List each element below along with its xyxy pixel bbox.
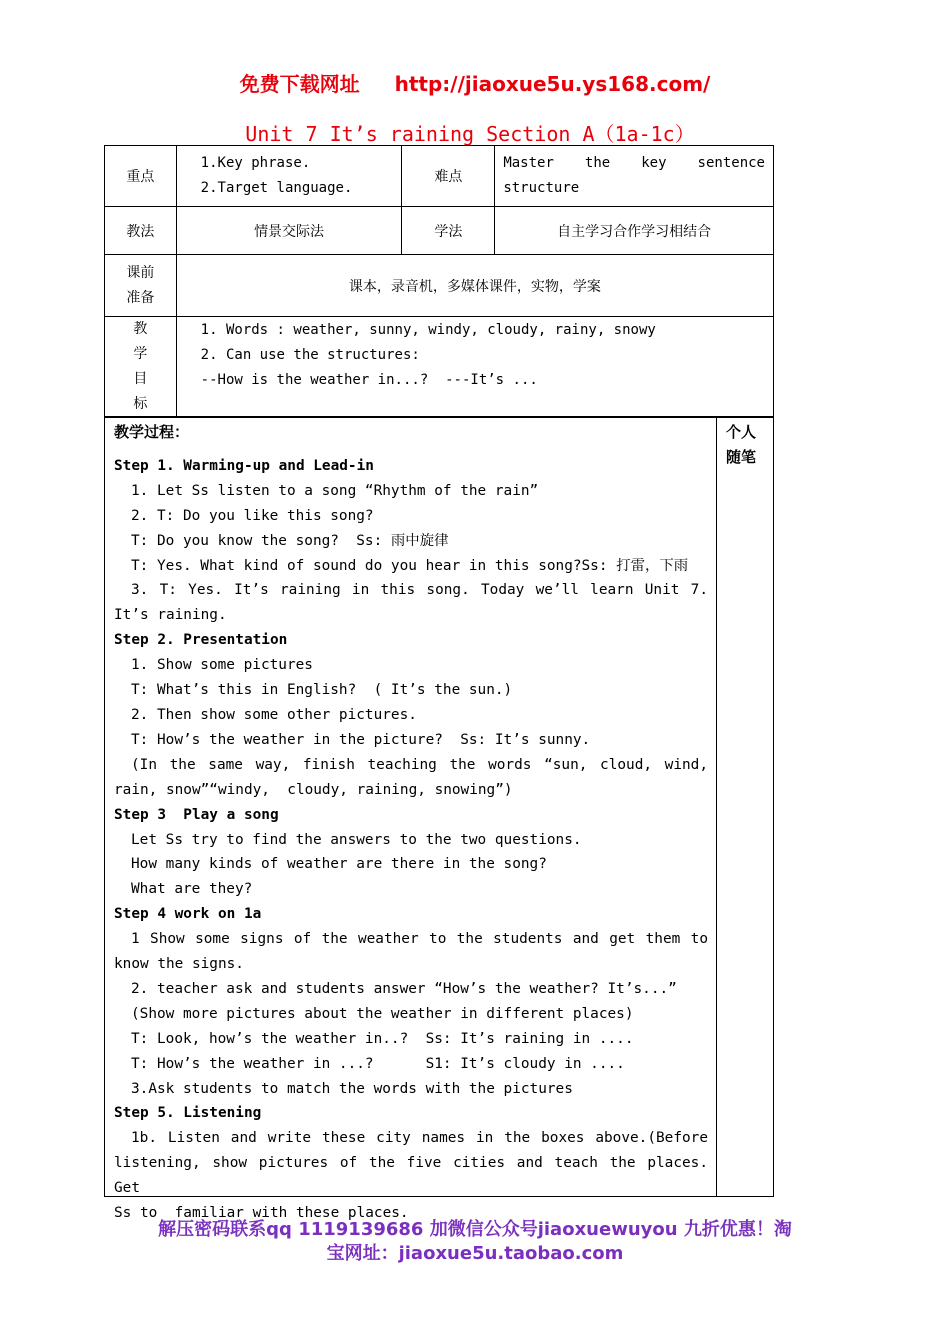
difficulty-line-2: structure — [503, 180, 580, 196]
difficulty-cell — [495, 146, 774, 207]
prep-label — [105, 255, 177, 317]
notes-label-line: 个人 — [726, 423, 757, 441]
goals-label-char: 目 — [133, 371, 148, 387]
step-heading: Step 4 work on 1a — [114, 906, 262, 923]
footer-notice — [0, 1218, 950, 1266]
process-line: 1. Show some pictures — [131, 657, 313, 674]
process-line: 2. teacher ask and students answer “How’s the weather? It’s...” — [131, 980, 677, 997]
process-line: 1. Let Ss listen to a song “Rhythm of the rain” — [131, 482, 539, 499]
process-line: 2. T: Do you like this song? — [131, 507, 374, 524]
process-line: 2. Then show some other pictures. — [131, 706, 417, 723]
process-line: T: What’s this in English? ( It’s the sun.) — [131, 682, 513, 699]
process-line: It’s raining. — [114, 607, 227, 624]
process-line: 1 Show some signs of the weather to the students and get them to — [131, 931, 708, 948]
process-line: (In the same way, finish teaching the words “sun, cloud, wind, — [131, 756, 708, 773]
process-line: T: Yes. What kind of sound do you hear in this song?Ss: 打雷，下雨 — [131, 557, 689, 574]
process-line: listening, show pictures of the five cities and teach the places. Get — [114, 1155, 708, 1197]
key-points-cell — [176, 146, 402, 207]
goals-label-char: 标 — [133, 396, 148, 412]
process-line: 3.Ask students to match the words with the pictures — [131, 1080, 573, 1097]
key-point-2: 2.Target language. — [200, 180, 353, 196]
key-point-1: 1.Key phrase. — [200, 155, 311, 171]
study-label: 学法 — [402, 207, 495, 255]
goals-label-char: 学 — [133, 346, 148, 362]
process-line: 1b. Listen and write these city names in the boxes above.(Before — [131, 1130, 708, 1147]
lesson-info-table — [104, 145, 774, 418]
process-lines — [114, 454, 708, 1226]
study-value: 自主学习合作学习相结合 — [495, 207, 774, 255]
process-content — [105, 417, 717, 1222]
process-line: T: Do you know the song? Ss: 雨中旋律 — [131, 532, 449, 549]
prep-value: 课本，录音机，多媒体课件，实物，学案 — [176, 255, 773, 317]
footer-line-2: 宝网址：jiaoxue5u.taobao.com — [326, 1243, 624, 1264]
goals-label — [105, 317, 177, 418]
process-line: (Show more pictures about the weather in different places) — [131, 1005, 634, 1022]
notes-column — [726, 420, 766, 470]
method-label: 教法 — [105, 207, 177, 255]
process-line: know the signs. — [114, 956, 244, 973]
step-heading: Step 5. Listening — [114, 1105, 262, 1122]
prep-label-line-2: 准备 — [126, 289, 155, 306]
goals-cell — [176, 317, 773, 418]
process-line: rain, snow”“windy, cloudy, raining, snowing”) — [114, 781, 513, 798]
process-line: 3. T: Yes. It’s raining in this song. Today we’ll learn Unit 7. — [131, 582, 708, 599]
teaching-process-box — [104, 416, 774, 1222]
step-heading: Step 3 Play a song — [114, 806, 279, 823]
process-line: Ss to familiar with these places. — [114, 1205, 409, 1222]
goal-line: 1. Words : weather, sunny, windy, cloudy, rainy, snowy — [200, 322, 656, 338]
footer-line-1: 解压密码联系qq 1119139686 加微信公众号jiaoxuewuyou 九折优惠！淘 — [158, 1219, 792, 1240]
process-line: What are they? — [131, 881, 253, 898]
process-line: How many kinds of weather are there in the song? — [131, 856, 547, 873]
header-banner — [0, 68, 950, 97]
method-value: 情景交际法 — [176, 207, 402, 255]
process-line: T: Look, how’s the weather in..? Ss: It’s raining in .... — [131, 1030, 634, 1047]
goal-line: --How is the weather in...? ---It’s ... — [200, 372, 538, 388]
page-title: Unit 7 It’s raining Section A（1a-1c） — [245, 122, 695, 146]
prep-label-line-1: 课前 — [126, 264, 155, 281]
step-heading: Step 1. Warming-up and Lead-in — [114, 457, 374, 474]
process-line: T: How’s the weather in the picture? Ss: It’s sunny. — [131, 731, 591, 748]
goal-line: 2. Can use the structures: — [200, 347, 420, 363]
key-points-label: 重点 — [105, 146, 177, 207]
process-line: Let Ss try to find the answers to the two questions. — [131, 831, 582, 848]
site-label: 免费下载网址 — [239, 72, 360, 96]
notes-label-line: 随笔 — [726, 448, 757, 466]
difficulty-label: 难点 — [402, 146, 495, 207]
step-heading: Step 2. Presentation — [114, 632, 288, 649]
process-title: 教学过程： — [114, 423, 190, 441]
site-url-link[interactable]: http://jiaoxue5u.ys168.com/ — [394, 72, 711, 96]
difficulty-line-1: Master the key sentence — [503, 155, 765, 171]
process-line: T: How’s the weather in ...? S1: It’s cloudy in .... — [131, 1055, 625, 1072]
goals-label-char: 教 — [133, 321, 148, 337]
